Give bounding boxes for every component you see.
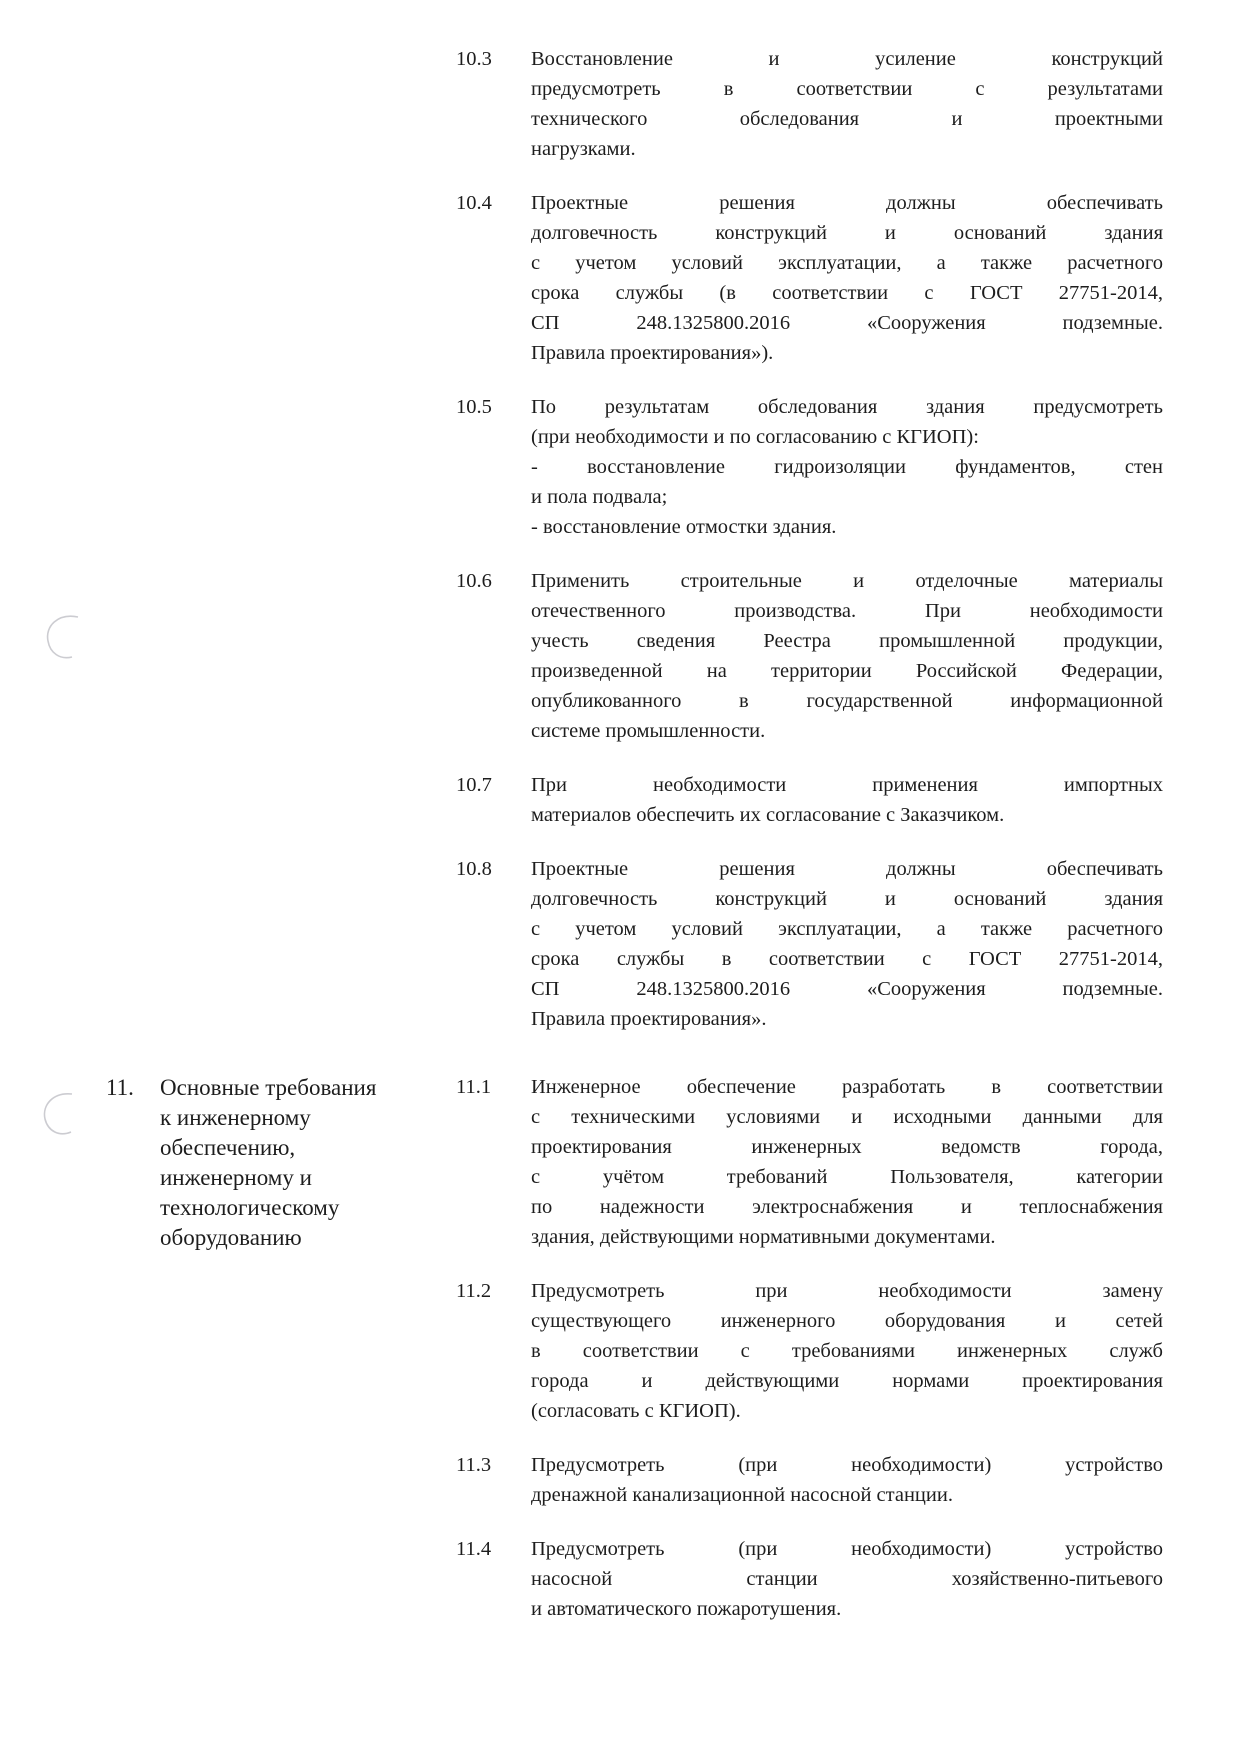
item-row bbox=[0, 1450, 1240, 1510]
item-paragraph bbox=[531, 1534, 1163, 1624]
item-number: 10.8 bbox=[456, 858, 492, 880]
item-row bbox=[0, 854, 1240, 1034]
paragraph-line: Применить строительные и отделочные материалы bbox=[531, 570, 1163, 592]
paragraph-line: в соответствии с требованиями инженерных служб bbox=[531, 1340, 1163, 1362]
item-paragraph bbox=[531, 770, 1163, 830]
paragraph-line: и пола подвала; bbox=[531, 486, 668, 508]
item-paragraph bbox=[531, 1072, 1163, 1252]
section-heading bbox=[160, 1073, 460, 1253]
section-heading-line: к инженерному bbox=[160, 1105, 311, 1130]
paragraph-line: насосной станции хозяйственно-питьевого bbox=[531, 1568, 1163, 1590]
item-number: 11.3 bbox=[456, 1454, 492, 1476]
paragraph-line: срока службы в соответствии с ГОСТ 27751-2014, bbox=[531, 948, 1163, 970]
item-number: 11.1 bbox=[456, 1076, 492, 1098]
item-row bbox=[0, 392, 1240, 542]
paragraph-line: технического обследования и проектными bbox=[531, 108, 1163, 130]
paragraph-line: с техническими условиями и исходными данными для bbox=[531, 1106, 1163, 1128]
item-paragraph bbox=[531, 854, 1163, 1034]
item-row bbox=[0, 44, 1240, 164]
item-row bbox=[0, 1072, 1240, 1252]
item-number: 10.3 bbox=[456, 48, 492, 70]
paragraph-line: Правила проектирования»). bbox=[531, 342, 774, 364]
paragraph-line: с учетом условий эксплуатации, а также расчетного bbox=[531, 252, 1163, 274]
paragraph-line: с учётом требований Пользователя, категории bbox=[531, 1166, 1163, 1188]
paragraph-line: При необходимости применения импортных bbox=[531, 774, 1163, 796]
item-paragraph bbox=[531, 44, 1163, 164]
item-paragraph bbox=[531, 392, 1163, 542]
paragraph-line: по надежности электроснабжения и теплоснабжения bbox=[531, 1196, 1163, 1218]
item-number: 11.2 bbox=[456, 1280, 492, 1302]
paragraph-line: и автоматического пожаротушения. bbox=[531, 1598, 842, 1620]
item-paragraph bbox=[531, 566, 1163, 746]
paragraph-line: долговечность конструкций и оснований здания bbox=[531, 888, 1163, 910]
paragraph-line: Правила проектирования». bbox=[531, 1008, 767, 1030]
paragraph-line: (при необходимости и по согласованию с КГИОП): bbox=[531, 426, 979, 448]
item-row bbox=[0, 188, 1240, 368]
item-row bbox=[0, 1534, 1240, 1624]
paragraph-line: системе промышленности. bbox=[531, 720, 766, 742]
item-paragraph bbox=[531, 188, 1163, 368]
paragraph-line: города и действующими нормами проектирования bbox=[531, 1370, 1163, 1392]
paragraph-line: нагрузками. bbox=[531, 138, 636, 160]
paragraph-line: долговечность конструкций и оснований здания bbox=[531, 222, 1163, 244]
item-paragraph bbox=[531, 1276, 1163, 1426]
paragraph-line: Инженерное обеспечение разработать в соответствии bbox=[531, 1076, 1163, 1098]
paragraph-line: с учетом условий эксплуатации, а также расчетного bbox=[531, 918, 1163, 940]
paragraph-line: проектирования инженерных ведомств города, bbox=[531, 1136, 1163, 1158]
paragraph-line: материалов обеспечить их согласование с Заказчиком. bbox=[531, 804, 1005, 826]
paragraph-line: Предусмотреть (при необходимости) устройство bbox=[531, 1454, 1163, 1476]
paragraph-line: Предусмотреть при необходимости замену bbox=[531, 1280, 1163, 1302]
section-heading-line: Основные требования bbox=[160, 1075, 377, 1100]
paragraph-line: Проектные решения должны обеспечивать bbox=[531, 858, 1163, 880]
section-heading-line: инженерному и bbox=[160, 1165, 312, 1190]
item-number: 10.7 bbox=[456, 774, 492, 796]
section-heading-line: обеспечению, bbox=[160, 1135, 296, 1160]
section-number: 11. bbox=[106, 1075, 134, 1100]
items bbox=[0, 44, 1240, 1648]
paragraph-line: опубликованного в государственной информационной bbox=[531, 690, 1163, 712]
paragraph-line: существующего инженерного оборудования и сетей bbox=[531, 1310, 1163, 1332]
paragraph-line: Восстановление и усиление конструкций bbox=[531, 48, 1163, 70]
paragraph-line: отечественного производства. При необходимости bbox=[531, 600, 1163, 622]
paragraph-line: дренажной канализационной насосной станции. bbox=[531, 1484, 953, 1506]
item-row bbox=[0, 1276, 1240, 1426]
paragraph-line: учесть сведения Реестра промышленной продукции, bbox=[531, 630, 1163, 652]
paragraph-line: Предусмотреть (при необходимости) устройство bbox=[531, 1538, 1163, 1560]
paragraph-line: срока службы (в соответствии с ГОСТ 27751-2014, bbox=[531, 282, 1163, 304]
item-row bbox=[0, 770, 1240, 830]
paragraph-line: предусмотреть в соответствии с результатами bbox=[531, 78, 1163, 100]
item-number: 11.4 bbox=[456, 1538, 492, 1560]
section-heading-line: технологическому bbox=[160, 1195, 340, 1220]
item-number: 10.4 bbox=[456, 192, 492, 214]
paragraph-line: - восстановление гидроизоляции фундаментов, стен bbox=[531, 456, 1163, 478]
item-paragraph bbox=[531, 1450, 1163, 1510]
item-number: 10.6 bbox=[456, 570, 492, 592]
item-row bbox=[0, 566, 1240, 746]
paragraph-line: По результатам обследования здания предусмотреть bbox=[531, 396, 1163, 418]
paragraph-line: произведенной на территории Российской Федерации, bbox=[531, 660, 1163, 682]
paragraph-line: здания, действующими нормативными документами. bbox=[531, 1226, 996, 1248]
paragraph-line: СП 248.1325800.2016 «Сооружения подземные. bbox=[531, 312, 1163, 334]
paragraph-line: Проектные решения должны обеспечивать bbox=[531, 192, 1163, 214]
section-heading-line: оборудованию bbox=[160, 1225, 302, 1250]
paragraph-line: СП 248.1325800.2016 «Сооружения подземные. bbox=[531, 978, 1163, 1000]
item-number: 10.5 bbox=[456, 396, 492, 418]
paragraph-line: (согласовать с КГИОП). bbox=[531, 1400, 741, 1422]
paragraph-line: - восстановление отмостки здания. bbox=[531, 516, 837, 538]
